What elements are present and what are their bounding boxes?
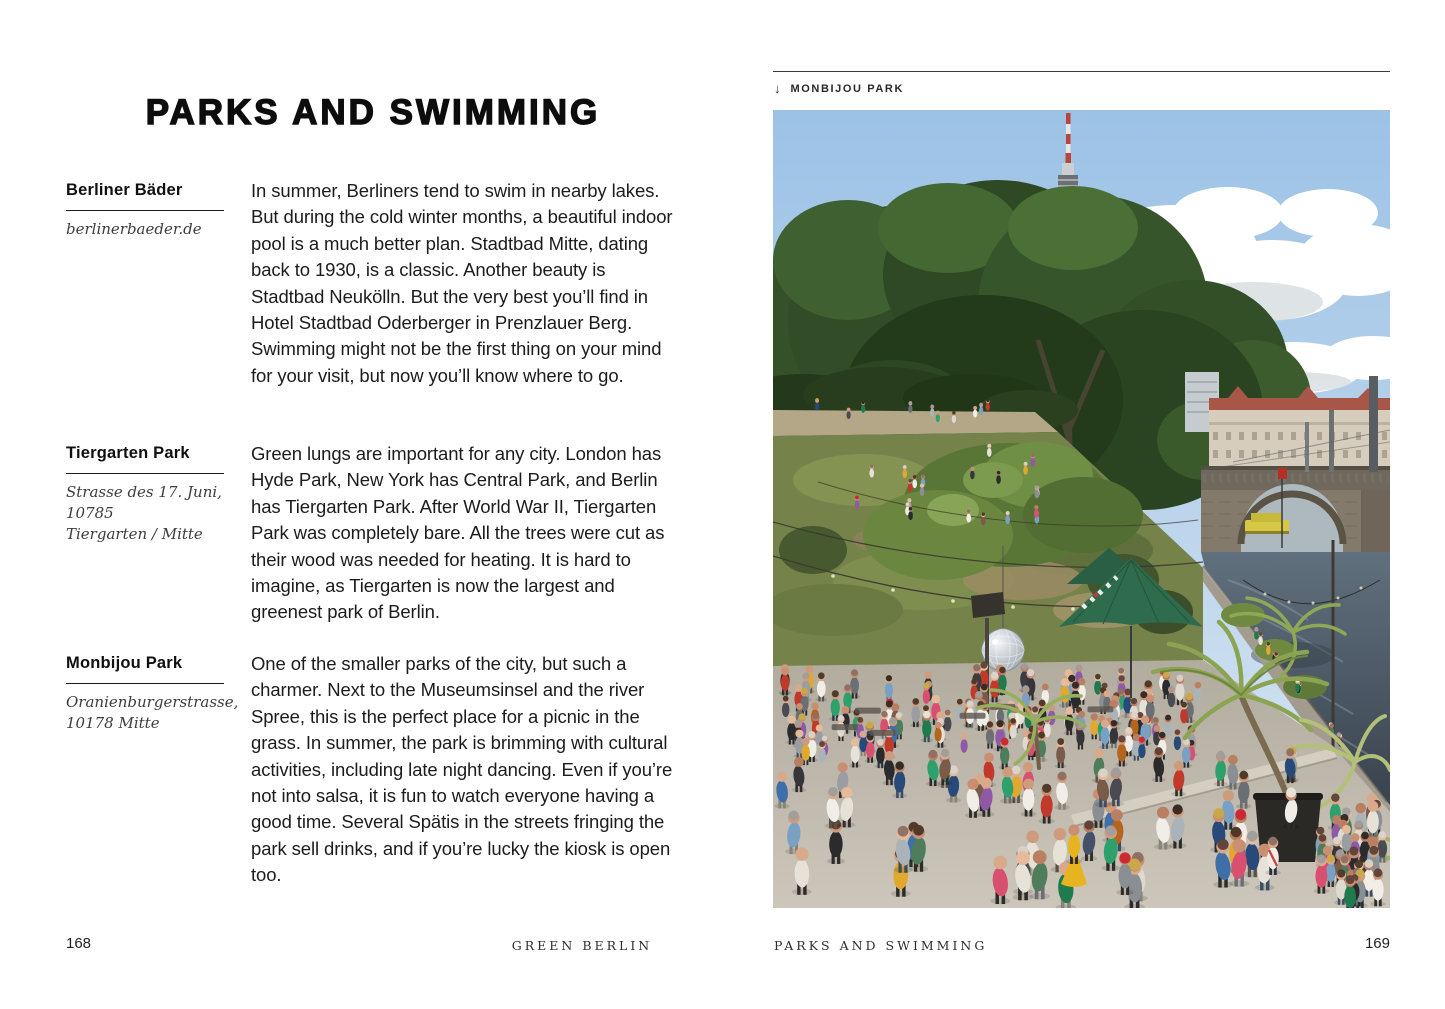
monbijou-park-photo [773,110,1390,908]
left-page-number: 168 [66,935,92,952]
entry-address [66,219,232,240]
entry-paragraph: In summer, Berliners tend to swim in nearby lakes. But during the cold winter months, a beautiful indoor pool is a much better plan. Stadtbad Mitte, dating back to 1930, is a classic. Another beauty is Stadtbad Neukölln. But the very best you’ll find in Hotel Stadtbad Oderberger in Prenzlauer Berg. Swimming might not be the first thing on your mind for your visit, but now you’ll know where to go. [251,180,673,386]
entry-name: Berliner Bäder [66,181,224,211]
entry-paragraph: Green lungs are important for any city. London has Hyde Park, New York has Central Park, and Berlin has Tiergarten Park. After World War II, Tiergarten Park was completely bare. All the trees were cut as their wood was needed for heating. It is hard to imagine, as Tiergarten is now the largest and greenest park of Berlin. [251,443,665,623]
address-line: 10178 Mitte [66,714,160,732]
right-page-number: 169 [1364,935,1390,952]
photo-caption-label: MONBIJOU PARK [790,82,904,95]
page-title: PARKS AND SWIMMING [145,93,601,133]
entry-address [66,692,239,734]
left-running-title: GREEN BERLIN [511,938,653,953]
entry-address [66,482,232,545]
entry-name: Tiergarten Park [66,444,224,474]
down-arrow-icon: ↓ [774,81,781,96]
caption-rule [773,71,1390,72]
entry-name: Monbijou Park [66,654,224,684]
address-line: Oranienburgerstrasse, [66,693,239,711]
address-line: Strasse des 17. Juni, 10785 [66,483,222,522]
bridge-and-buildings [1185,372,1390,552]
entry-sidebar [66,654,239,734]
loudspeaker [971,592,1005,618]
entry-sidebar [66,181,232,240]
entry-sidebar [66,444,232,545]
address-line: berlinerbaeder.de [66,220,202,238]
photo-caption [774,81,904,96]
address-line: Tiergarten / Mitte [66,525,203,543]
entry-paragraph: One of the smaller parks of the city, but such a charmer. Next to the Museumsinsel and the river Spree, this is the perfect place for a picnic in the grass. In summer, the park is brimming with cultural activities, including late night dancing. Even if you’re not into salsa, it is fun to watch everyone having a good time. Several Spätis in the streets fringing the park sell drinks, and if you’re lucky the kiosk is open too. [251,653,673,886]
right-running-title: PARKS AND SWIMMING [774,938,988,953]
